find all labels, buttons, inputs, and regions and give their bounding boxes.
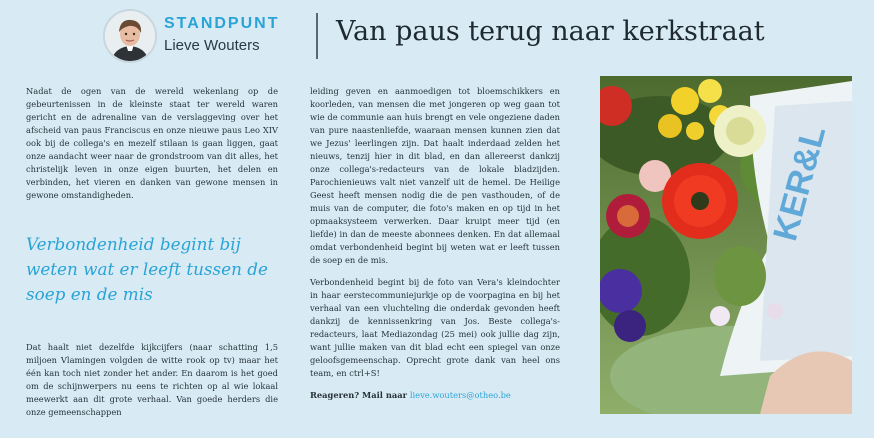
author-avatar xyxy=(103,9,157,63)
pull-quote: Verbondenheid begint bij weten wat er leeft tussen de soep en de mis xyxy=(26,234,268,304)
paragraph-intro: Nadat de ogen van de wereld wekenlang op de gebeurtenissen in de kleinste staat ter wereld waren gericht en de adrenaline van de verslaggeving over het afscheid van paus Franciscus en onze nieuwe paus Leo XIV ook bij de collega's en mezelf stilaan is gaan liggen, gaat onze aandacht weer naar de grondstroom van dit alles, het christelijk leven in onze eigen buurten, het delen en verbinden, het vieren en danken van gewone mensen in gewone omstandigheden. xyxy=(26,86,278,200)
reply-label: Reageren? Mail naar xyxy=(310,390,407,400)
reply-email-link[interactable]: lieve.wouters@otheo.be xyxy=(409,390,511,400)
column-1 xyxy=(26,85,278,211)
flower-bouquet-photo xyxy=(600,76,852,414)
column-2 xyxy=(310,85,560,402)
bouquet-illustration xyxy=(600,76,852,414)
newspaper-wrap-text: KER&L xyxy=(766,121,834,245)
reply-line xyxy=(310,389,560,402)
paragraph-volunteers: leiding geven en aanmoedigen tot bloemschikkers en koorleden, van mensen die met jongeren op weg gaan tot wie de communie aan huis brengt en vele ongeziene daden van pure naastenliefde, waaraan mensen kunnen zien dat we Jezus' leerlingen zijn. Dat haalt inderdaad zelden het nieuws, tenzij hier in dit blad, en dan allereerst dankzij onze collega's-redacteurs van de lokale bladzijden. Parochienieuws valt niet vanzelf uit de hemel. De Heilige Geest heeft mensen nodig die de pen vasthouden, of de muis van de computer, die foto's maken en op tijd in het opmaaksysteem verwerken. Daar kruipt meer tijd (en liefde) in dan de meeste abonnees denken. En dat allemaal omdat verbondenheid begint bij weten wat er leeft tussen de soep en de mis. xyxy=(310,86,560,265)
paragraph-connection: Verbondenheid begint bij de foto van Vera's kleindochter in haar eerstecommuniejurkje op de voorpagina en bij het verhaal van een vluchteling die onderdak gevonden heeft dankzij de kennissenkring van Jos. Beste collega's-redacteurs, laat Mediazondag (25 mei) ook jullie dag zijn, want jullie maken van dit blad echt een spiegel van onze geloofsgemeenschap. Oprecht grote dank van heel ons team, en ctrl+S! xyxy=(310,277,560,378)
paragraph-ratings: Dat haalt niet dezelfde kijkcijfers (naar schatting 1,5 miljoen Vlamingen volgden de witte rook op tv) maar het één kan toch niet zonder het ander. En daarom is het goed om de schijnwerpers nu eens te richten op al wie lokaal meewerkt aan dit grote verhaal. Van goede herders die onze gemeenschappen xyxy=(26,342,278,417)
author-name: Lieve Wouters xyxy=(164,37,260,54)
author-portrait-icon xyxy=(105,11,155,61)
page-title: Van paus terug naar kerkstraat xyxy=(336,16,765,47)
column-1-continued xyxy=(26,341,278,428)
red-gerbera xyxy=(662,163,738,239)
header-divider xyxy=(316,13,318,59)
section-label: STANDPUNT xyxy=(164,15,280,32)
article-header xyxy=(0,0,874,72)
